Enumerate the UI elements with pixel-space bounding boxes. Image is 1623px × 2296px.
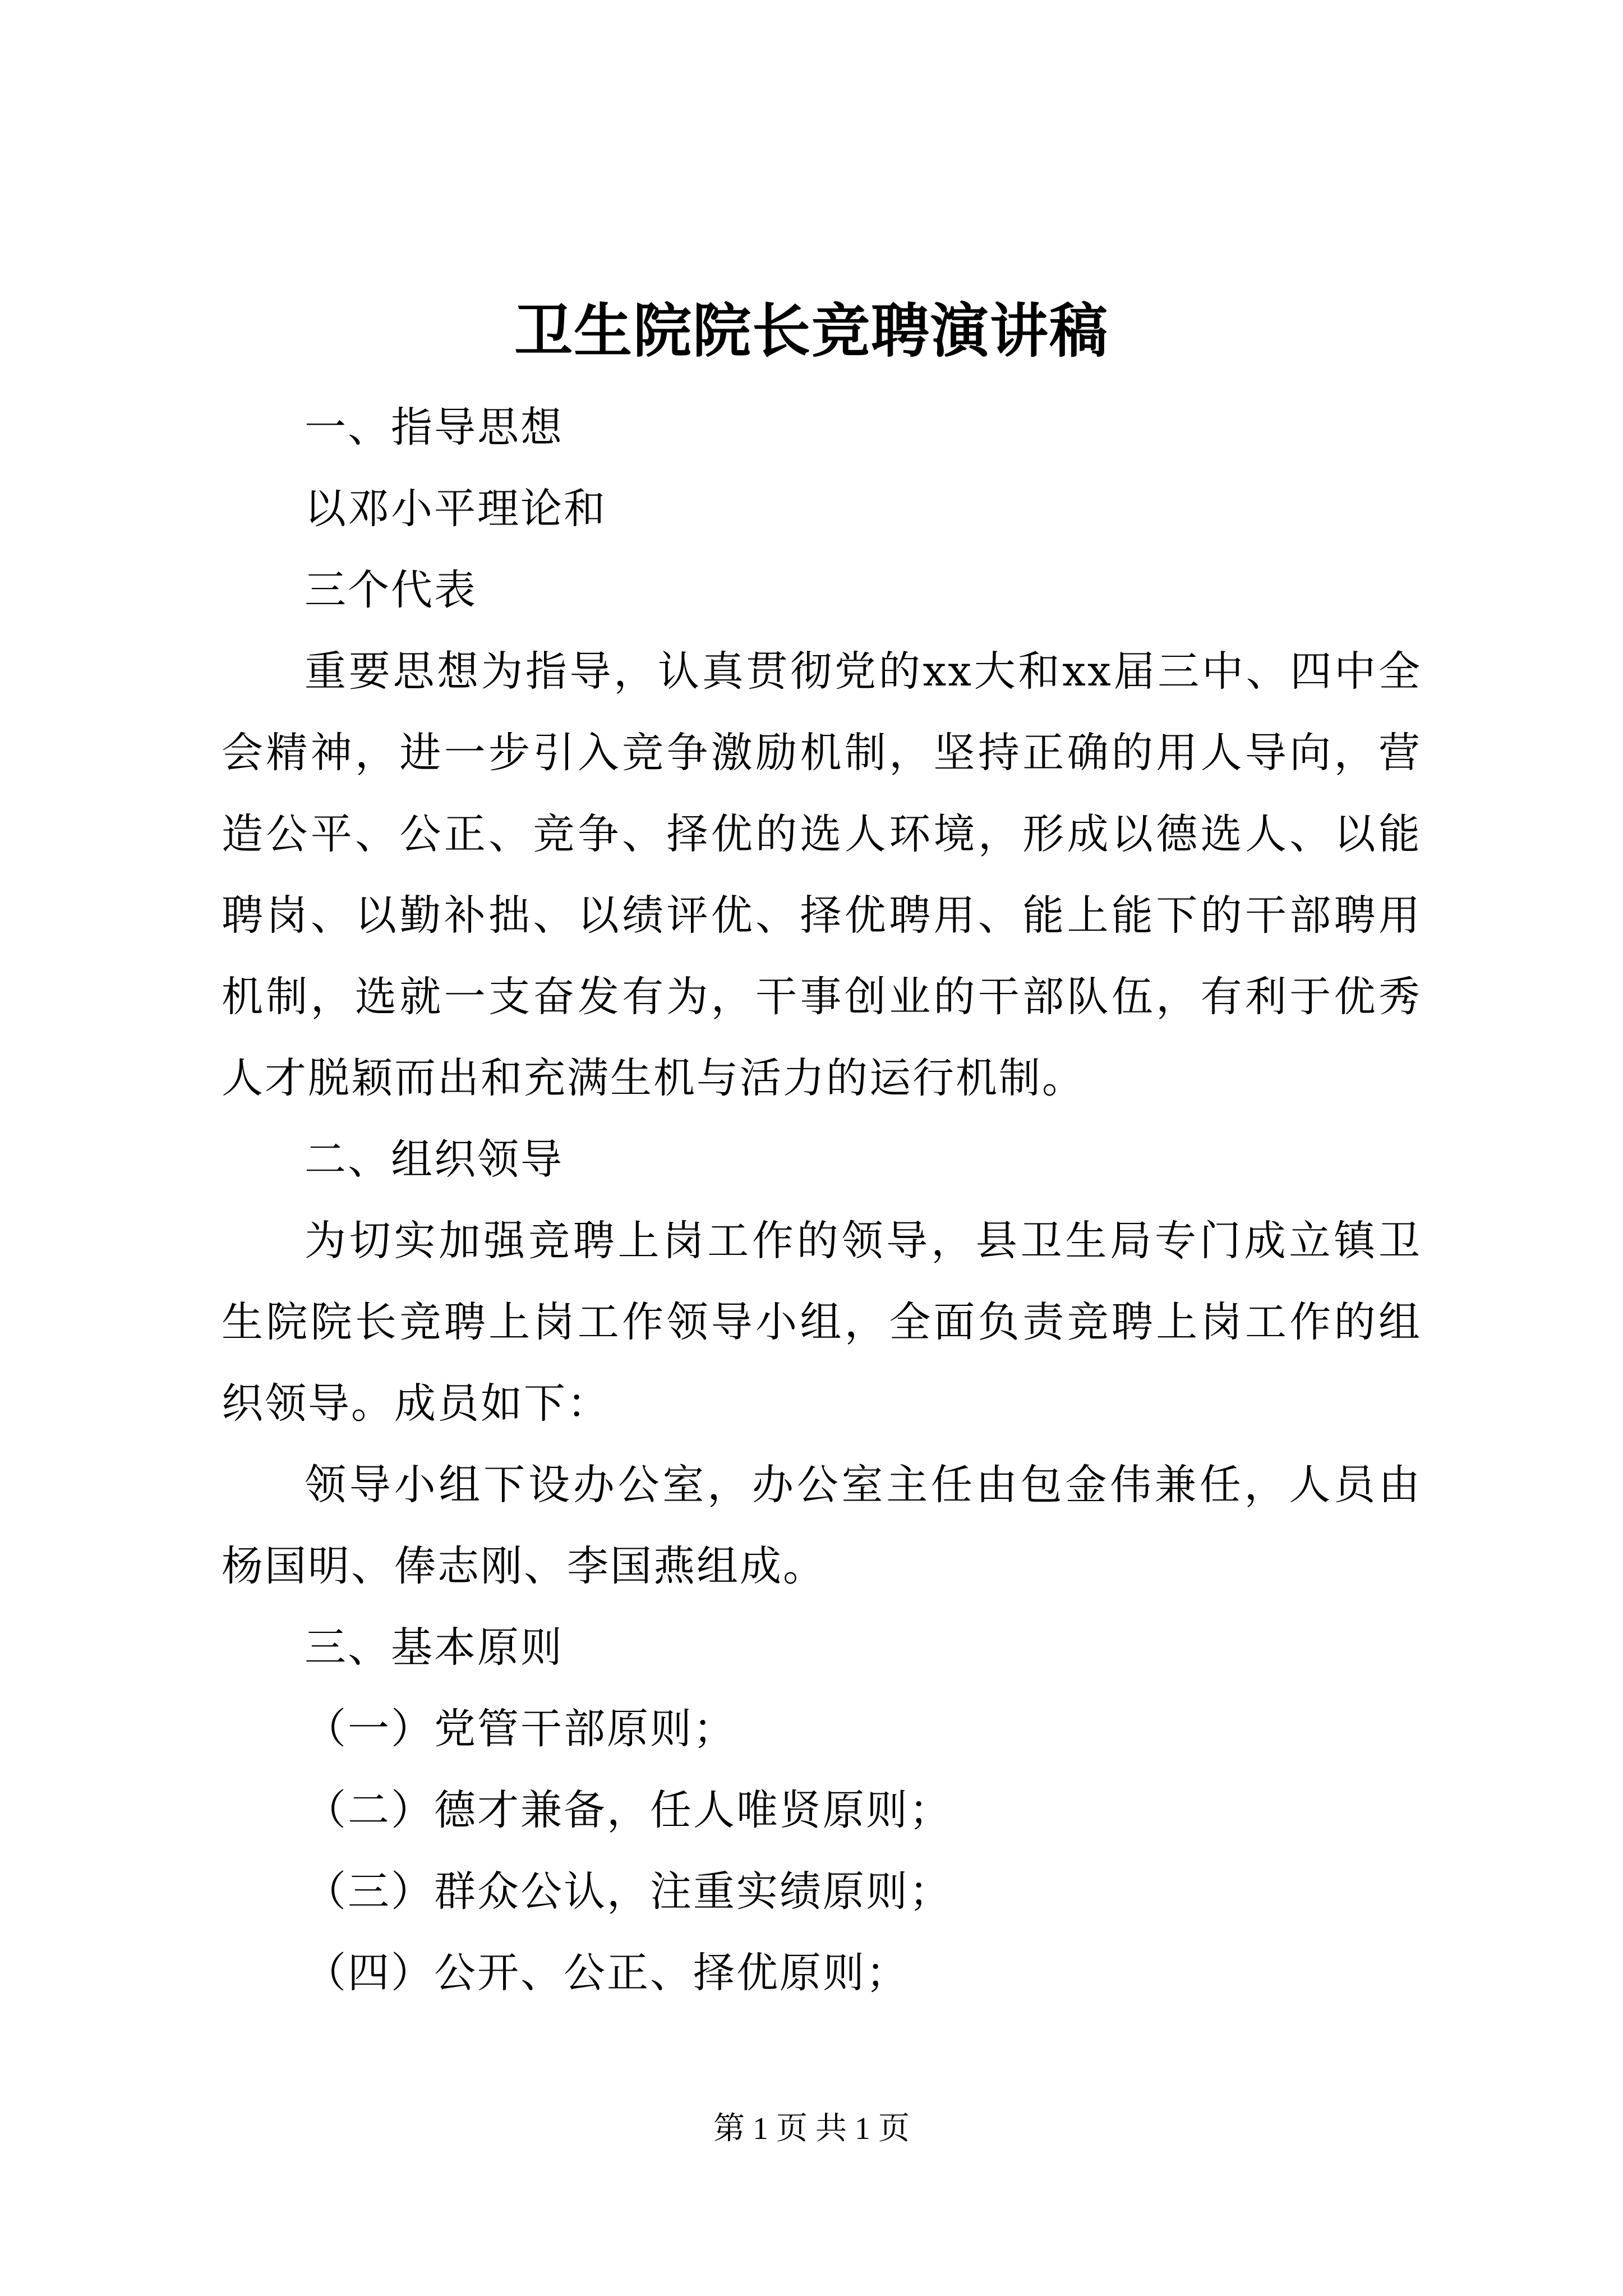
body-paragraph: 为切实加强竞聘上岗工作的领导，县卫生局专门成立镇卫生院院长竞聘上岗工作领导小组，全面负责竞聘上岗工作的组织领导。成员如下：	[222, 1217, 1422, 1428]
body-paragraph: 三个代表	[305, 566, 477, 614]
section-heading-organization: 二、组织领导	[305, 1135, 564, 1184]
section-heading-guiding-thought: 一、指导思想	[305, 403, 564, 452]
page-footer: 第 1 页 共 1 页	[713, 2111, 910, 2146]
principle-item: （二）德才兼备，任人唯贤原则；	[305, 1786, 952, 1834]
body-paragraph: 重要思想为指导，认真贯彻党的xx大和xx届三中、四中全会精神，进一步引入竞争激励机制，坚持正确的用人导向，营造公平、公正、竞争、择优的选人环境，形成以德选人、以能聘岗、以勤补拙、以绩评优、择优聘用、能上能下的干部聘用机制，选就一支奋发有为，干事创业的干部队伍，有利于优秀人才脱颖而出和充满生机与活力的运行机制。	[222, 647, 1422, 1102]
principle-item: （四）公开、公正、择优原则；	[305, 1949, 909, 1997]
body-paragraph: 领导小组下设办公室，办公室主任由包金伟兼任，人员由杨国明、俸志刚、李国燕组成。	[222, 1461, 1422, 1590]
principle-item: （三）群众公认，注重实绩原则；	[305, 1867, 952, 1916]
body-paragraph: 以邓小平理论和	[305, 485, 607, 533]
section-heading-principles: 三、基本原则	[305, 1623, 564, 1672]
document-body	[222, 387, 1422, 2014]
document-title: 卫生院院长竞聘演讲稿	[514, 296, 1109, 365]
principle-item: （一）党管干部原则；	[305, 1705, 736, 1753]
